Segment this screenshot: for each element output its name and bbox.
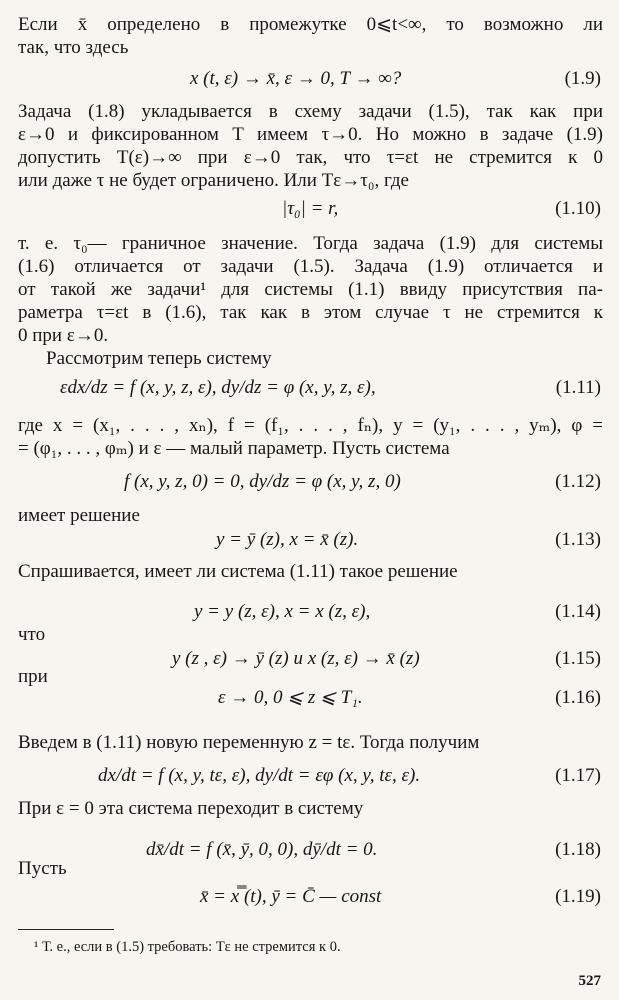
equation-number: (1.19) <box>555 886 601 907</box>
equation-1-18: dx̄/dt = f (x̄, ȳ, 0, 0), dȳ/dt = 0. <box>146 839 378 860</box>
text-line: (1.6) отличается от задачи (1.5). Задача (1.9) отличается и <box>18 256 603 277</box>
equation-1-17: dx/dt = f (x, y, tε, ε), dy/dt = εφ (x, y, tε, ε). <box>98 765 421 786</box>
text-line: допустить T(ε)→∞ при ε→0 так, что τ=εt не стремится к 0 <box>18 147 603 168</box>
equation-number: (1.16) <box>555 687 601 708</box>
equation-1-9: x (t, ε) → x̄, ε → 0, T → ∞? <box>190 68 402 89</box>
text-line: Если x̄ определено в промежутке 0⩽t<∞, то возможно ли <box>18 14 603 35</box>
equation-number: (1.13) <box>555 529 601 550</box>
text-line: При ε = 0 эта система переходит в систему <box>18 798 364 819</box>
text-line: или даже τ не будет ограничено. Или Tε→τ₀, где <box>18 170 409 191</box>
text-line: Пусть <box>18 858 67 879</box>
equation-number: (1.10) <box>555 198 601 219</box>
equation-1-11: εdx/dz = f (x, y, z, ε), dy/dz = φ (x, y, z, ε), <box>60 377 376 398</box>
text-line: 0 при ε→0. <box>18 325 109 346</box>
text-line: Введем в (1.11) новую переменную z = tε. Тогда получим <box>18 732 480 753</box>
equation-1-12: f (x, y, z, 0) = 0, dy/dz = φ (x, y, z, 0) <box>124 471 401 492</box>
equation-1-10: |τ₀| = r, <box>282 198 339 219</box>
equation-1-14: y = y (z, ε), x = x (z, ε), <box>194 601 371 622</box>
text-line: Спрашивается, имеет ли система (1.11) такое решение <box>18 561 458 582</box>
equation-1-15: y (z , ε) → ȳ (z) и x (z, ε) → x̄ (z) <box>172 648 420 669</box>
footnote: ¹ Т. е., если в (1.5) требовать: Tε не стремится к 0. <box>34 939 341 955</box>
text-line: что <box>18 624 46 645</box>
text-line: Рассмотрим теперь систему <box>46 348 272 369</box>
text-line: т. е. τ₀— граничное значение. Тогда задача (1.9) для системы <box>18 233 603 254</box>
text-line: ε→0 и фиксированном T имеем τ→0. Но можно в задаче (1.9) <box>18 124 603 145</box>
text-line: Задача (1.8) укладывается в схему задачи (1.5), так как при <box>18 101 603 122</box>
page-number: 527 <box>578 973 601 989</box>
equation-number: (1.18) <box>555 839 601 860</box>
equation-number: (1.11) <box>555 377 601 398</box>
equation-number: (1.12) <box>555 471 601 492</box>
text-line: = (φ₁, . . . , φₘ) и ε — малый параметр. Пусть система <box>18 438 450 459</box>
text-line: так, что здесь <box>18 37 129 58</box>
equation-number: (1.15) <box>555 648 601 669</box>
text-line: где x = (x₁, . . . , xₙ), f = (f₁, . . . , fₙ), y = (y₁, . . . , yₘ), φ = <box>18 415 603 436</box>
equation-number: (1.14) <box>555 601 601 622</box>
text-line: от такой же задачи¹ для системы (1.1) ввиду присутствия па- <box>18 279 603 300</box>
equation-number: (1.17) <box>555 765 601 786</box>
text-line: имеет решение <box>18 505 140 526</box>
equation-1-19: x̄ = x̿ (t), ȳ = C̄ — const <box>200 886 382 907</box>
text-line: раметра τ=εt в (1.6), так как в этом случае τ не стремится к <box>18 302 603 323</box>
equation-1-13: y = ȳ (z), x = x̄ (z). <box>216 529 359 550</box>
footnote-rule <box>18 929 114 930</box>
equation-1-16: ε → 0, 0 ⩽ z ⩽ T₁. <box>218 687 363 708</box>
text-line: при <box>18 666 48 687</box>
equation-number: (1.9) <box>564 68 601 89</box>
